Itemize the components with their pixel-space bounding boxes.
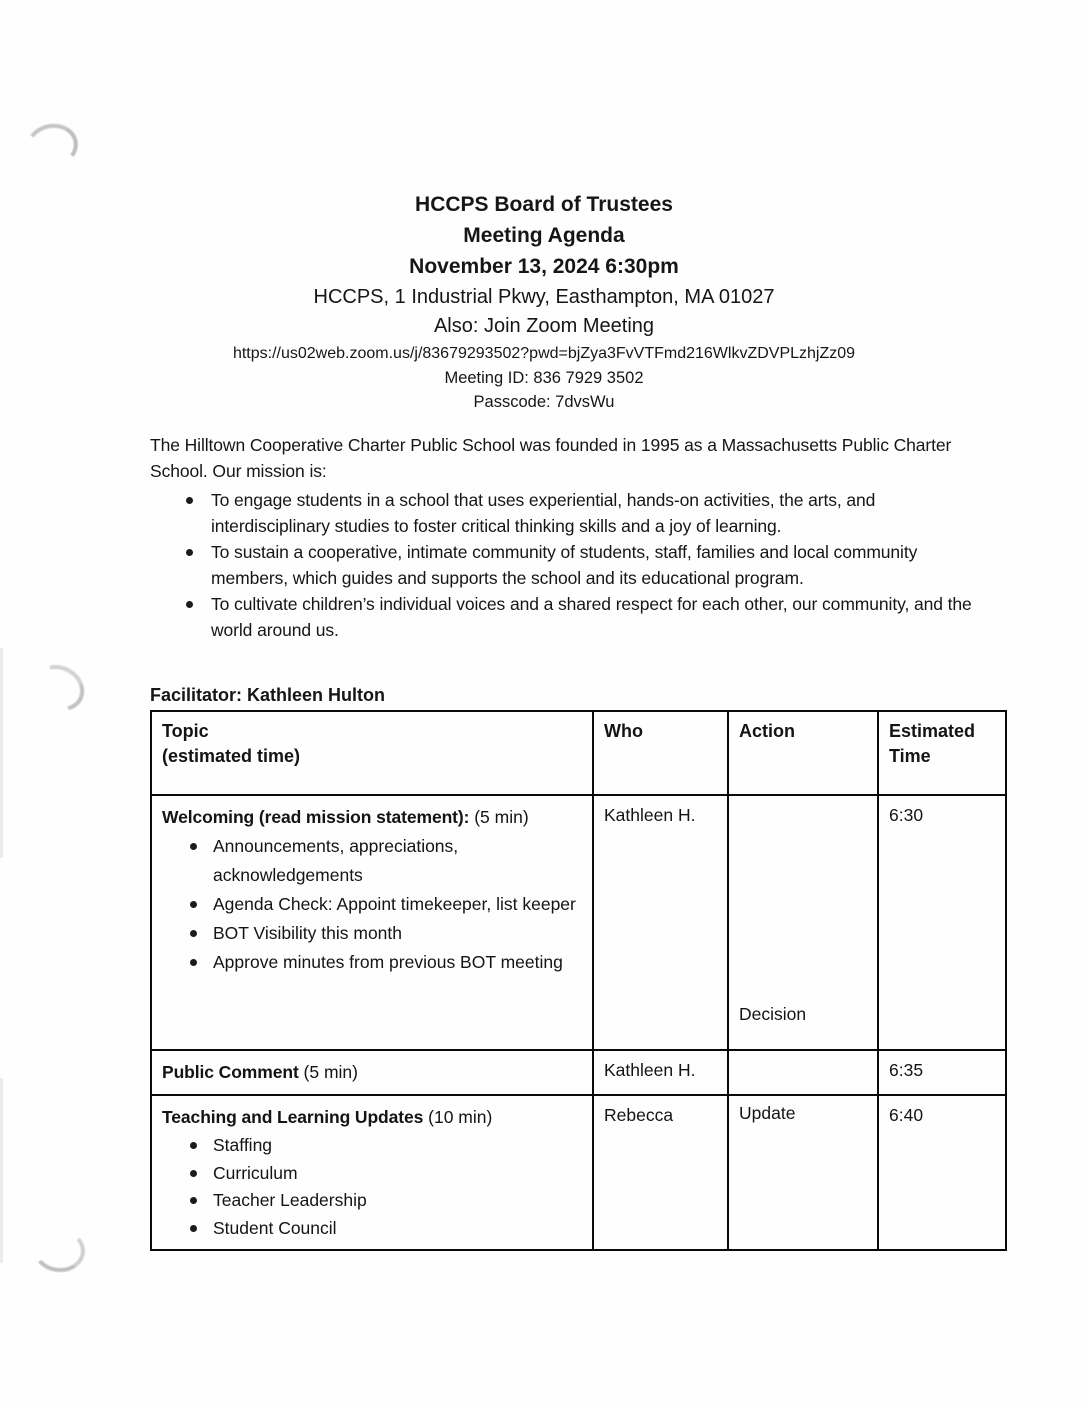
doc-title: HCCPS Board of Trustees: [415, 193, 673, 216]
zoom-join-line: Also: Join Zoom Meeting: [433, 315, 655, 337]
doc-location: HCCPS, 1 Industrial Pkwy, Easthampton, MA 01027: [313, 286, 775, 308]
document-header: [0, 189, 1088, 414]
mission-item-text: To cultivate children’s individual voices and a shared respect for each other, our community, and the world around us.: [211, 594, 972, 640]
topic-bullet: [190, 919, 582, 948]
mission-list: [150, 487, 972, 643]
topic-title-rest: (5 min): [469, 807, 529, 827]
time-cell: 6:35: [878, 1050, 1006, 1095]
bullet-icon: [190, 1170, 197, 1177]
facilitator-line: Facilitator: Kathleen Hulton: [150, 685, 386, 705]
meeting-id: Meeting ID: 836 7929 3502: [444, 369, 644, 387]
topic-bullet-list: [162, 832, 582, 977]
col-header-time: Estimated Time: [878, 711, 1006, 795]
meeting-passcode: Passcode: 7dvsWu: [473, 393, 615, 411]
topic-bullet: [190, 1215, 582, 1243]
topic-bullet: [190, 1132, 582, 1160]
action-cell: [728, 795, 878, 1050]
topic-bullet-text: BOT Visibility this month: [213, 923, 403, 943]
who-cell: Kathleen H.: [593, 795, 728, 1050]
topic-bullet: [190, 1160, 582, 1188]
topic-title: [162, 803, 582, 832]
topic-bullet-list: [162, 1132, 582, 1242]
topic-title-rest: (10 min): [423, 1107, 493, 1127]
punch-hole-mark-middle: [26, 656, 93, 719]
mission-item: [186, 487, 972, 539]
topic-title-rest: (5 min): [298, 1062, 358, 1082]
bullet-icon: [190, 930, 197, 937]
punch-hole-mark-bottom: [30, 1225, 88, 1276]
table-row: [151, 1050, 1006, 1095]
doc-datetime: November 13, 2024 6:30pm: [409, 255, 679, 278]
action-text: Decision: [739, 1004, 807, 1024]
agenda-table: [150, 710, 1007, 1251]
col-header-action: Action: [728, 711, 878, 795]
topic-bullet-text: Announcements, appreciations, acknowledgements: [213, 836, 459, 885]
topic-cell: [151, 795, 593, 1050]
topic-title: [162, 1103, 582, 1132]
bullet-icon: [190, 959, 197, 966]
time-cell: 6:40: [878, 1095, 1006, 1250]
table-row: [151, 1095, 1006, 1250]
bullet-icon: [190, 1225, 197, 1232]
mission-item-text: To sustain a cooperative, intimate community of students, staff, families and local community members, which guides and supports the school and its educational program.: [211, 542, 918, 588]
time-cell: 6:30: [878, 795, 1006, 1050]
mission-section: [150, 432, 972, 643]
action-cell: [728, 1050, 878, 1095]
col-header-topic-line1: Topic: [162, 721, 209, 741]
topic-bullet-text: Curriculum: [213, 1162, 298, 1183]
mission-intro: The Hilltown Cooperative Charter Public School was founded in 1995 as a Massachusetts Public Charter School. Our mission is:: [150, 435, 952, 481]
punch-hole-mark-top: [22, 119, 82, 173]
topic-bullet-text: Agenda Check: Appoint timekeeper, list keeper: [213, 894, 576, 914]
topic-bullet: [190, 890, 582, 919]
topic-bullet-text: Approve minutes from previous BOT meeting: [213, 952, 563, 972]
mission-item-text: To engage students in a school that uses experiential, hands-on activities, the arts, and interdisciplinary studies to foster critical thinking skills and a joy of learning.: [211, 490, 876, 536]
topic-cell: [151, 1095, 593, 1250]
bullet-icon: [190, 1197, 197, 1204]
topic-title-bold: Welcoming (read mission statement):: [162, 807, 470, 827]
topic-bullet-text: Staffing: [213, 1135, 273, 1155]
bullet-icon: [190, 843, 197, 850]
topic-cell: [151, 1050, 593, 1095]
topic-bullet-text: Teacher Leadership: [213, 1190, 367, 1210]
who-cell: Kathleen H.: [593, 1050, 728, 1095]
bullet-icon: [190, 1142, 197, 1149]
topic-title-bold: Teaching and Learning Updates: [162, 1107, 424, 1127]
topic-bullet: [190, 832, 582, 890]
col-header-topic-line2: (estimated time): [162, 746, 301, 766]
bullet-icon: [186, 497, 193, 504]
scan-edge-artifact: [0, 648, 3, 858]
topic-bullet-text: Student Council: [213, 1217, 337, 1238]
scan-edge-artifact: [0, 1078, 3, 1263]
table-header-row: [151, 711, 1006, 795]
topic-title-bold: Public Comment: [162, 1062, 299, 1082]
bullet-icon: [186, 601, 193, 608]
action-cell: Update: [728, 1095, 878, 1250]
doc-subtitle: Meeting Agenda: [463, 224, 625, 247]
topic-title: [162, 1058, 582, 1087]
topic-bullet: [190, 948, 582, 977]
zoom-meeting-url: https://us02web.zoom.us/j/83679293502?pwd=bjZya3FvVTFmd216WlkvZDVPLzhjZz09: [232, 345, 856, 362]
col-header-topic: [151, 711, 593, 795]
col-header-who: Who: [593, 711, 728, 795]
table-row: [151, 795, 1006, 1050]
who-cell: Rebecca: [593, 1095, 728, 1250]
bullet-icon: [186, 549, 193, 556]
mission-item: [186, 591, 972, 643]
mission-item: [186, 539, 972, 591]
bullet-icon: [190, 901, 197, 908]
topic-bullet: [190, 1187, 582, 1215]
